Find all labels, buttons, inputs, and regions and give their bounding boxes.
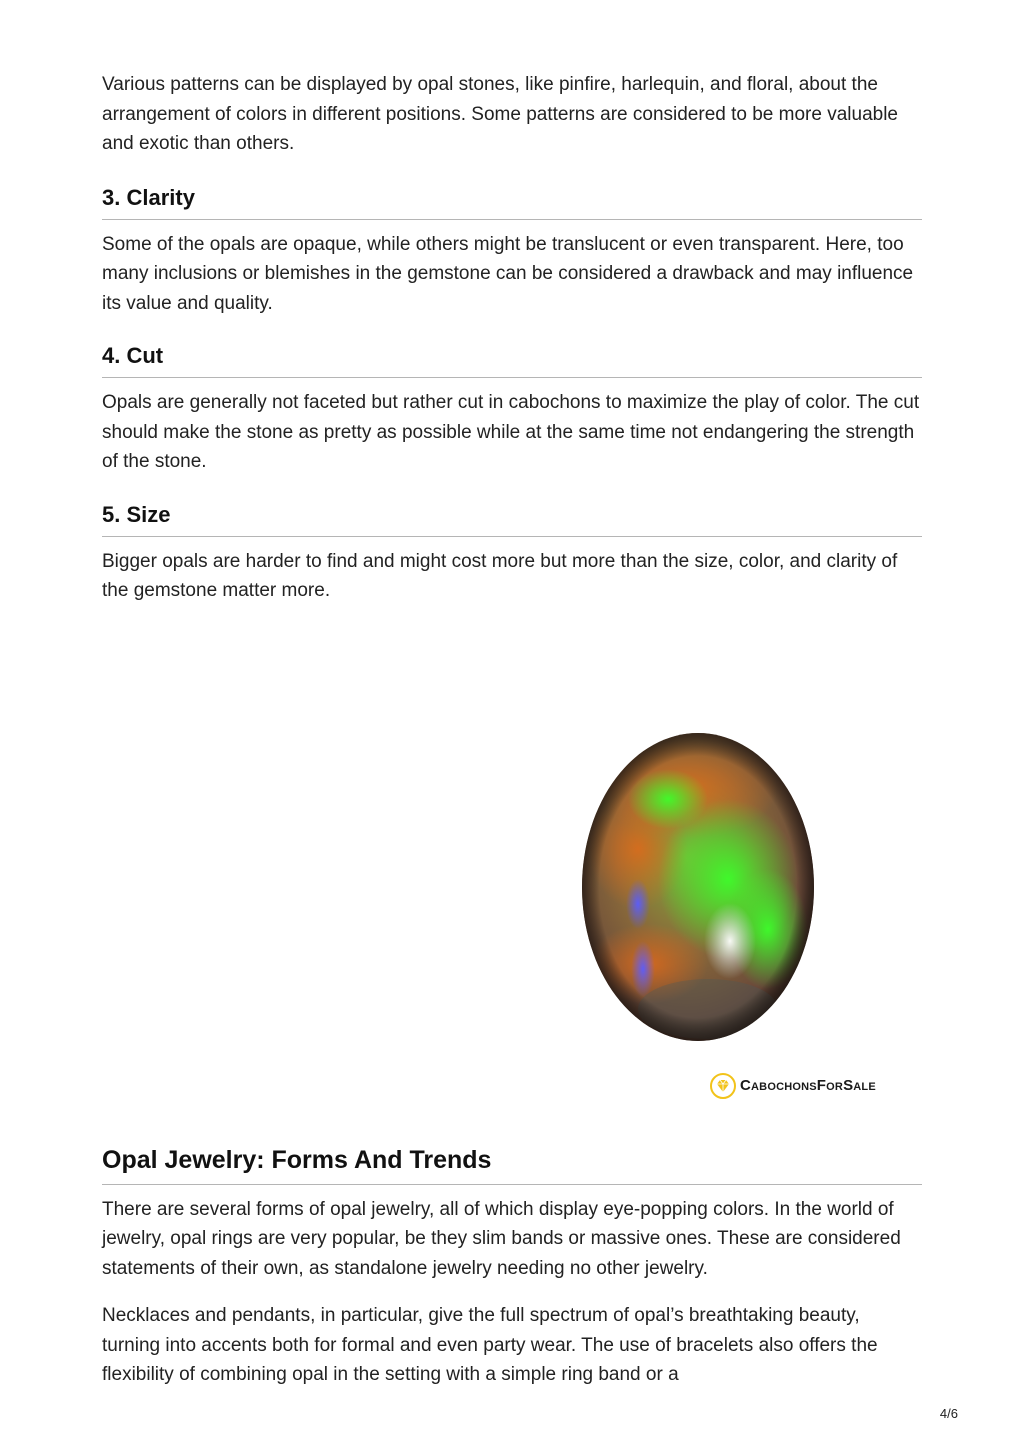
section-body: Bigger opals are harder to find and might cost more but more than the size, color, and clarity of the gemstone matter more.	[102, 550, 898, 601]
opal-figure	[102, 631, 922, 1146]
section-heading: 3. Clarity	[102, 185, 922, 220]
section-clarity	[102, 185, 922, 319]
section-body: Some of the opals are opaque, while others might be translucent or even transparent. Here, too many inclusions or blemishes in the gemstone can be considered a drawback and may influence its value and quality.	[102, 233, 914, 314]
article-content	[102, 70, 922, 1390]
section-body: Opals are generally not faceted but rather cut in cabochons to maximize the play of color. The cut should make the stone as pretty as possible while at the same time not endangering the strength of the stone.	[102, 392, 920, 472]
jewelry-paragraph-2: Necklaces and pendants, in particular, give the full spectrum of opal’s breathtaking beauty, turning into accents both for formal and even party wear. The use of bracelets also offers the flexibility of combining opal in the setting with a simple ring band or a	[102, 1305, 878, 1385]
section-size	[102, 502, 922, 606]
intro-paragraph: Various patterns can be displayed by opal stones, like pinfire, harlequin, and floral, about the arrangement of colors in different positions. Some patterns are considered to be more valuable and exotic than others.	[102, 74, 898, 154]
jewelry-heading: Opal Jewelry: Forms And Trends	[102, 1146, 922, 1185]
section-heading: 5. Size	[102, 502, 922, 537]
cabochonsforsale-logo	[710, 1073, 876, 1099]
section-heading: 4. Cut	[102, 343, 922, 378]
diamond-badge-icon	[710, 1073, 736, 1099]
jewelry-paragraph-1: There are several forms of opal jewelry, all of which display eye-popping colors. In the world of jewelry, opal rings are very popular, be they slim bands or massive ones. These are considered statements of their own, as standalone jewelry needing no other jewelry.	[102, 1198, 901, 1279]
opal-stone-image	[578, 729, 818, 1049]
logo-wordmark: CabochonsForSale	[740, 1077, 876, 1094]
section-cut	[102, 343, 922, 477]
page-number: 4/6	[939, 1406, 958, 1421]
